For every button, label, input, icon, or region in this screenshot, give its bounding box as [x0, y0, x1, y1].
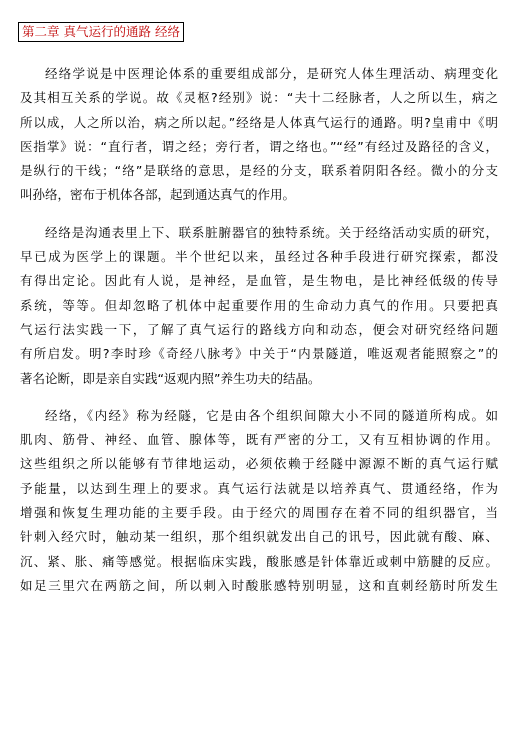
text-line: 经络是沟通表里上下、联系脏腑器官的独特系统。关于经络活动实质的研究， — [45, 224, 498, 240]
text-line: 予能量，以达到生理上的要求。真气运行法就是以培养真气、贯通经络，作为 — [20, 480, 498, 496]
text-line: 针刺入经穴时，触动某一组织，那个组织就发出自己的讯号，因此就有酸、麻、 — [20, 529, 498, 545]
text-line: 增强和恢复生理功能的主要手段。由于经穴的周围存在着不同的组织器官，当 — [20, 505, 498, 521]
text-line: 沉、紧、胀、痛等感觉。根据临床实践，酸胀感是针体靠近或刺中筋腱的反应。 — [20, 553, 498, 569]
text-line: 所以成，人之所以治，病之所以起。”经络是人体真气运行的通路。明?皇甫中《明 — [20, 114, 498, 130]
text-line: 气运行法实践一下，了解了真气运行的路线方向和动态，便会对研究经络问题 — [20, 321, 498, 337]
text-line: 著名论断，即是亲自实践“返观内照”养生功夫的结晶。 — [20, 370, 321, 386]
text-line: 这些组织之所以能够有节律地运动，必须依赖于经隧中源源不断的真气运行赋 — [20, 456, 498, 472]
text-line: 医指掌》说：“直行者，谓之经；旁行者，谓之络也。”“经”有经过及路径的含义， — [20, 138, 498, 154]
body-text — [20, 62, 498, 611]
text-line: 系统，等等。但却忽略了机体中起重要作用的生命动力真气的作用。只要把真 — [20, 297, 498, 313]
paragraph-2 — [20, 221, 498, 391]
paragraph-3 — [20, 404, 498, 598]
text-line: 肌肉、筋骨、神经、血管、腺体等，既有严密的分工，又有互相协调的作用。 — [20, 432, 498, 448]
text-line: 如足三里穴在两筋之间，所以刺入时酸胀感特别明显，这和直刺经筋时所发生 — [20, 577, 498, 593]
chapter-title: 第二章 真气运行的通路 经络 — [18, 22, 184, 42]
text-line: 有得出定论。因此有人说，是神经，是血管，是生物电，是比神经低级的传导 — [20, 273, 498, 289]
text-line: 早已成为医学上的课题。半个世纪以来，虽经过各种手段进行研究探索，都没 — [20, 249, 498, 265]
text-line: 经络，《内经》称为经隧，它是由各个组织间隙大小不同的隧道所构成。如 — [45, 407, 498, 423]
text-line: 经络学说是中医理论体系的重要组成部分，是研究人体生理活动、病理变化 — [45, 66, 498, 81]
text-line: 及其相互关系的学说。故《灵枢?经别》说：“夫十二经脉者，人之所以生，病之 — [20, 90, 498, 106]
text-line: 是纵行的干线；“络”是联络的意思，是经的分支，联系着阴阳各经。微小的分支 — [20, 163, 498, 179]
text-line: 有所启发。明?李时珍《奇经八脉考》中关于“内景隧道，唯返观者能照察之”的 — [20, 346, 498, 362]
text-line: 叫孙络，密布于机体各部，起到通达真气的作用。 — [20, 187, 296, 203]
paragraph-1 — [20, 62, 498, 208]
